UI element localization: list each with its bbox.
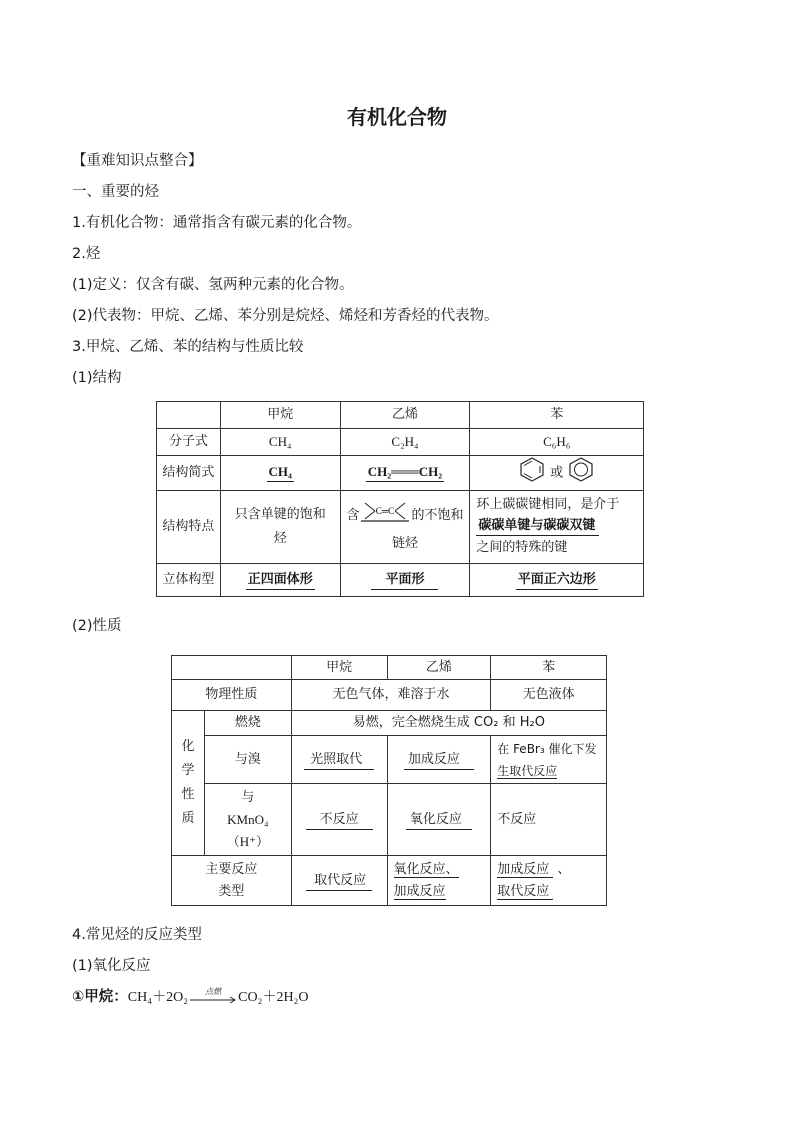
table-row (157, 402, 644, 429)
row-label-types: 主要反应 类型 (172, 856, 292, 906)
header-methane: 甲烷 (220, 402, 340, 429)
row-label-features: 结构特点 (157, 491, 221, 564)
row-label-burn: 燃烧 (204, 711, 291, 736)
page-title: 有机化合物 (347, 105, 447, 129)
table-row (172, 856, 607, 906)
paragraph-oxidation: (1)氧化反应 (72, 958, 151, 974)
formula-ethylene: C₂H₄ (340, 429, 470, 456)
table-row (172, 680, 607, 711)
row-label-simple: 结构简式 (157, 456, 221, 491)
row-label-formula: 分子式 (157, 429, 221, 456)
header-ethylene: 乙烯 (387, 656, 491, 680)
row-label-chemical: 化 学 性 质 (172, 711, 205, 856)
table-row (172, 656, 607, 680)
paragraph-hydrocarbon: 2.烃 (72, 246, 101, 262)
header-empty (172, 656, 292, 680)
structure-table (156, 401, 644, 597)
formula-benzene: C₆H₆ (470, 429, 644, 456)
types-ethylene: 氧化反应、 加成反应 (387, 856, 491, 906)
table-row (157, 564, 644, 597)
paragraph-definition: (1)定义：仅含有碳、氢两种元素的化合物。 (72, 277, 354, 293)
paragraph-structure: (1)结构 (72, 370, 122, 386)
paragraph-comparison: 3.甲烷、乙烯、苯的结构与性质比较 (72, 339, 304, 355)
header-benzene: 苯 (491, 656, 607, 680)
benzene-kekule-icon (518, 456, 546, 490)
equation-methane-combustion: ①甲烷：CH₄＋2O₂ 点燃 CO₂＋2H₂O (72, 987, 309, 1005)
shape-ethylene: 平面形 (371, 571, 438, 590)
burn-value: 易燃，完全燃烧生成 CO₂ 和 H₂O (291, 711, 606, 736)
header-ethylene: 乙烯 (340, 402, 470, 429)
svg-text:C═C: C═C (376, 505, 395, 516)
kmno4-methane: 不反应 (306, 811, 373, 830)
benzene-circle-icon (567, 456, 595, 490)
bromine-methane: 光照取代 (304, 751, 374, 770)
paragraph-representatives: (2)代表物：甲烷、乙烯、苯分别是烷烃、烯烃和芳香烃的代表物。 (72, 308, 499, 324)
kmno4-benzene: 不反应 (491, 784, 607, 856)
features-benzene: 环上碳碳键相同，是介于 碳碳单键与碳碳双键 之间的特殊的键 (470, 491, 644, 564)
row-label-kmno4: 与 KMnO₄ （H⁺） (204, 784, 291, 856)
shape-methane: 正四面体形 (246, 571, 315, 590)
table-row (172, 736, 607, 784)
row-label-shape: 立体构型 (157, 564, 221, 597)
paragraph-properties: (2)性质 (72, 618, 122, 634)
double-bond-icon (359, 499, 411, 532)
paragraph-reaction-types: 4.常见烃的反应类型 (72, 927, 202, 943)
header-empty (157, 402, 221, 429)
formula-methane: CH₄ (220, 429, 340, 456)
table-row (172, 784, 607, 856)
features-methane: 只含单键的饱和烃 (220, 491, 340, 564)
header-benzene: 苯 (470, 402, 644, 429)
types-benzene: 加成反应 、 取代反应 (491, 856, 607, 906)
section-header: 【重难知识点整合】 (72, 153, 203, 169)
heading-important-hydrocarbons: 一、重要的烃 (72, 184, 159, 200)
paragraph-organic-compound: 1.有机化合物：通常指含有碳元素的化合物。 (72, 215, 362, 231)
table-row (157, 429, 644, 456)
row-label-bromine: 与溴 (204, 736, 291, 784)
table-row (157, 491, 644, 564)
property-table (171, 655, 607, 906)
shape-benzene: 平面正六边形 (516, 571, 598, 590)
reaction-arrow-icon: 点燃 (188, 988, 238, 1006)
simple-methane: CH₄ (267, 463, 294, 482)
types-methane: 取代反应 (306, 872, 372, 891)
header-methane: 甲烷 (291, 656, 387, 680)
features-ethylene: 含 C═C 的不饱和链烃 (340, 491, 470, 564)
or-text: 或 (550, 465, 564, 481)
bromine-benzene: 在 FeBr₃ 催化下发 生取代反应 (491, 736, 607, 784)
kmno4-ethylene: 氧化反应 (406, 811, 472, 830)
table-row (157, 456, 644, 491)
row-label-physical: 物理性质 (172, 680, 292, 711)
table-row (172, 711, 607, 736)
features-benzene-underlined: 碳碳单键与碳碳双键 (476, 517, 599, 536)
bromine-ethylene: 加成反应 (404, 751, 474, 770)
physical-benzene: 无色液体 (491, 680, 607, 711)
simple-ethylene: CH₂═══CH₂ (366, 463, 444, 482)
physical-methane-ethylene: 无色气体，难溶于水 (291, 680, 491, 711)
